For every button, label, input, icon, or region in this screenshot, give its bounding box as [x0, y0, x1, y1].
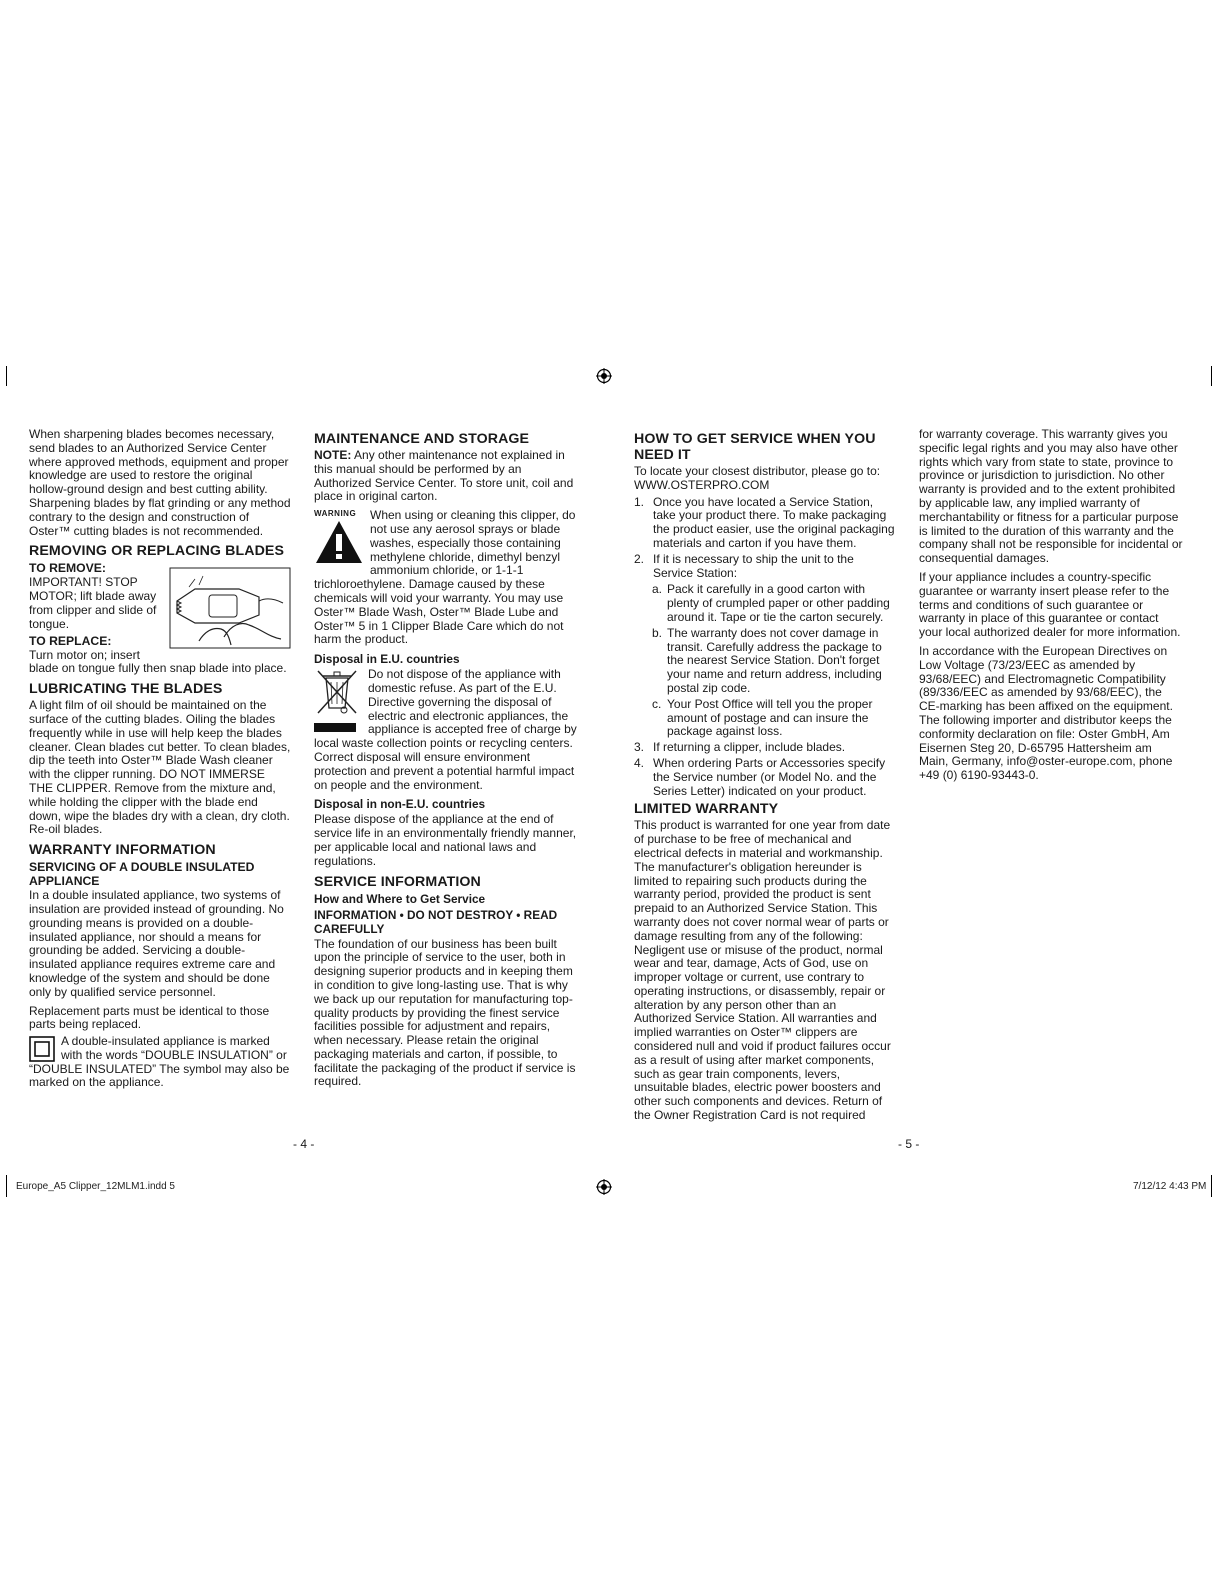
crop-mark-left: [6, 366, 7, 386]
disposal-eu-text: Do not dispose of the appliance with domestic refuse. As part of the E.U. Directive governing the disposal of electric and electronic appliances, the appliance is accepted free of charge by local waste collection points or recycling centers. Correct disposal will ensure environment protection and prevent a potential harmful impact on people and the environment.: [314, 667, 577, 792]
warning-triangle-icon: [314, 519, 364, 565]
foundation-text: The foundation of our business has been built upon the principle of service to the user, both in designing superior products and in keeping them in condition to give long-lasting use. That is why we back up our reputation for manufacturing top-quality products by providing the finest service facilities possible for adjustment and repairs, when necessary. Please retain the original packaging materials and carton, if possible, to facilitate the packaging of the product if service is required.: [314, 936, 576, 1089]
list-item: c. Your Post Office will tell you the proper amount of postage and can insure the package against loss.: [652, 696, 873, 739]
double-insulation-icon: [29, 1036, 55, 1062]
service-steps-list-cont: [634, 741, 896, 798]
list-item: a. Pack it carefully in a good carton with plenty of crumpled paper or other padding around it. Tape or tie the carton securely.: [652, 582, 890, 624]
warranty-info-heading: WARRANTY INFORMATION: [29, 842, 216, 859]
warning-label: WARNING: [314, 509, 357, 519]
page4-column1: [29, 428, 291, 1095]
service-info-heading: SERVICE INFORMATION: [314, 873, 481, 890]
disposal-eu-paragraph: [314, 668, 580, 792]
how-to-get-service-heading: HOW TO GET SERVICE WHEN YOU NEED IT: [634, 431, 876, 463]
to-replace-text: Turn motor on; insert blade on tongue fully then snap blade into place.: [29, 647, 287, 676]
registration-mark-icon: [596, 1179, 612, 1195]
replacement-text: Replacement parts must be identical to those parts being replaced.: [29, 1003, 270, 1032]
information-heading: INFORMATION • DO NOT DESTROY • READ CAREFULLY: [314, 907, 558, 936]
limited-warranty-text: This product is warranted for one year from date of purchase to be free of mechanical and electrical defects in material and workmanship. The manufacturer's obligation hereunder is limited to repairing such products during the warranty period, provided the product is sent prepaid to an Authorized Service Station. This warranty does not cover normal wear of parts or damage resulting from any of the following: Negligent use or misuse of the product, normal wear and tear, damage, Acts of God, use on improper voltage or current, use contrary to operating instructions, or disassembly, repair or alteration by any person other than an Authorized Service Station. All warranties and implied warranties on Oster™ clippers are considered null and void if product failures occur as a result of using after market components, such as gear train components, levers, unsuitable blades, electric power boosters and other such components and devices. Return of the Owner Registration Card is not required: [634, 818, 891, 1123]
disposal-non-eu-heading: Disposal in non-E.U. countries: [314, 797, 486, 812]
page5-column2: [919, 428, 1184, 788]
to-remove-text: IMPORTANT! STOP MOTOR; lift blade away from clipper and slide of tongue.: [29, 575, 157, 631]
list-item: 1. Once you have located a Service Station, take your product there. To make packaging the product easier, use the original packaging materials and carton if you have them.: [634, 494, 895, 550]
service-steps-list: [634, 496, 896, 581]
page4-column2: [314, 428, 580, 1094]
to-remove-heading: TO REMOVE:: [29, 561, 106, 576]
blade-removal-illustration: [169, 567, 291, 649]
page-number-5: - 5 -: [898, 1137, 920, 1151]
removing-heading: REMOVING OR REPLACING BLADES: [29, 543, 285, 560]
warranty-continued-text: for warranty coverage. This warranty gives you specific legal rights and you may also have other rights which vary from state to state, province to province or jurisdiction to jurisdiction. No other warranty is provided and to the extent prohibited by applicable law, any implied warranty of merchantability or fitness for a particular purpose is limited to the duration of this warranty and the company shall not be responsible for incidental or consequential damages.: [919, 427, 1183, 566]
crossed-bin-icon: [314, 668, 360, 716]
to-replace-heading: TO REPLACE:: [29, 633, 112, 648]
lubricating-heading: LUBRICATING THE BLADES: [29, 681, 223, 698]
warning-paragraph: [314, 509, 580, 647]
directives-text: In accordance with the European Directives on Low Voltage (73/23/EEC as amended by 93/68/EEC) and Electromagnetic Compatibility (89/336/EEC as amended by 93/68/EEC), the CE-marking has been affixed on the equipment. The following importer and distributor keeps the conformity declaration on file: Oster GmbH, Am Eisernen Steg 20, D-65795 Hattersheim am Main, Germany, info@oster-europe.com, phone +49 (0) 6190-93443-0.: [919, 643, 1173, 783]
weee-bar: [314, 723, 356, 732]
list-item: b. The warranty does not cover damage in transit. Carefully address the package to the nearest Service Station. Don't forget your name and return address, including postal zip code.: [652, 625, 882, 695]
list-item: 3. If returning a clipper, include blades.: [634, 740, 846, 755]
list-item: 2. If it is necessary to ship the unit to the Service Station:: [634, 551, 854, 580]
maintenance-heading: MAINTENANCE AND STORAGE: [314, 431, 530, 447]
servicing-heading: SERVICING OF A DOUBLE INSULATED APPLIANCE: [29, 860, 255, 889]
crop-mark-right: [1211, 366, 1212, 386]
how-where-heading: How and Where to Get Service: [314, 891, 486, 906]
warning-block: [314, 509, 366, 569]
guarantee-text: If your appliance includes a country-specific guarantee or warranty insert please refer to the terms and conditions of such guarantee or warranty in place of this guarantee or contact your local authorized dealer for more information.: [919, 569, 1181, 640]
registration-mark-icon: [596, 368, 612, 384]
slug-date: 7/12/12 4:43 PM: [1133, 1181, 1207, 1192]
slug-filename: Europe_A5 Clipper_12MLM1.indd 5: [16, 1181, 175, 1192]
note-paragraph: [314, 449, 580, 504]
note-label: NOTE:: [314, 448, 352, 462]
page-number-4: - 4 -: [293, 1137, 315, 1151]
disposal-eu-heading: Disposal in E.U. countries: [314, 652, 460, 667]
shipping-substeps-list: [634, 583, 896, 739]
disposal-non-eu-text: Please dispose of the appliance at the end of service life in an environmentally friendly manner, per applicable local and national laws and regulations.: [314, 812, 577, 868]
list-item: 4. When ordering Parts or Accessories specify the Service number (or Model No. and the Series Letter) indicated on your product.: [634, 755, 886, 798]
lubricating-text: A light film of oil should be maintained on the surface of the cutting blades. Oiling the blades frequently while in use will help keep the blades cleaner. Clean blades cut better. To clean blades, dip the teeth into Oster™ Blade Wash cleaner with the clipper running. DO NOT IMMERSE THE CLIPPER. Remove from the mixture and, while holding the clipper with the blade end down, wipe the blades dry with a clean, dry cloth. Re-oil blades.: [29, 698, 291, 837]
double-insulated-text: A double-insulated appliance is marked with the words “DOUBLE INSULATION” or “DOUBLE INSULATED” The symbol may also be marked on the appliance.: [29, 1034, 290, 1090]
crop-mark-bottom-left: [6, 1175, 7, 1197]
note-text: Any other maintenance not explained in this manual should be performed by an Authorized Service Center. To store unit, coil and place in original carton.: [314, 448, 574, 504]
sharpening-paragraph: When sharpening blades becomes necessary, send blades to an Authorized Service Center where approved methods, equipment and proper knowledge are used to restore the original hollow-ground design and best cutting ability. Sharpening blades by flat grinding or any method contrary to the design and construction of Oster™ cutting blades is not recommended.: [29, 427, 291, 538]
page5-column1: [634, 428, 896, 1128]
limited-warranty-heading: LIMITED WARRANTY: [634, 801, 779, 818]
weee-block: [314, 668, 362, 732]
warning-text: When using or cleaning this clipper, do not use any aerosol sprays or blade washes, especially those containing methylene chloride, dimethyl benzyl ammonium chloride, or 1-1-1 trichloroethylene. Damage caused by these chemicals will void your warranty. You may use Oster™ Blade Wash, Oster™ Blade Lube and Oster™ 5 in 1 Clipper Blade Care which do not harm the product.: [314, 508, 576, 647]
servicing-text: In a double insulated appliance, two systems of insulation are provided instead of grounding. No grounding means is provided on a double-insulated appliance, nor should a means for grounding be added. Servicing a double-insulated appliance requires extreme care and knowledge of the system and should be done only by qualified service personnel.: [29, 888, 284, 999]
locate-text: To locate your closest distributor, please go to: WWW.OSTERPRO.COM: [634, 464, 881, 492]
double-insulated-paragraph: [29, 1035, 291, 1090]
crop-mark-bottom-right: [1211, 1175, 1212, 1197]
